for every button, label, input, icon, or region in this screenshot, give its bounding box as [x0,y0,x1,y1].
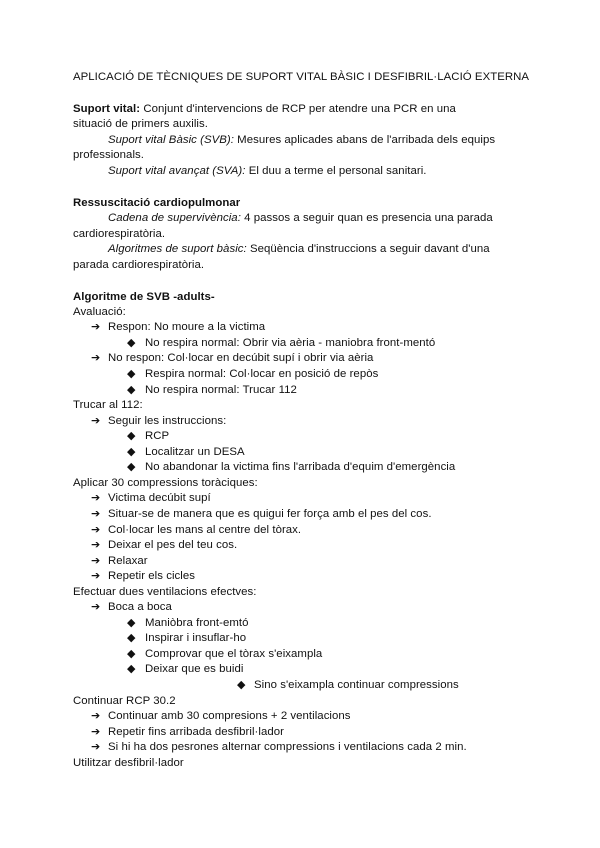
diamond-bullet-icon: ◆ [237,679,246,691]
cadena-label: Cadena de supervivència: [108,212,241,224]
diamond-bullet-icon: ◆ [127,663,136,675]
arrow-icon: ➔ [91,321,101,333]
trucar-label: Trucar al 112: [73,399,143,411]
algoritmes-text: Seqüència d'instruccions a seguir davant d'una [246,243,490,255]
boca-sub-item: Deixar que es buidi [145,663,244,675]
continuar-item: Repetir fins arribada desfibril·lador [108,726,284,738]
continuar-item: Si hi ha dos pesrones alternar compressions i ventilacions cada 2 min. [108,741,467,753]
avaluacio-label: Avaluació: [73,306,126,318]
suport-vital-label: Suport vital: [73,103,141,115]
diamond-bullet-icon: ◆ [127,430,136,442]
no-respon-sub-item: No respira normal: Trucar 112 [145,384,297,396]
seguir-item: Seguir les instruccions: [108,415,227,427]
diamond-bullet-icon: ◆ [127,461,136,473]
svb-label: Suport vital Bàsic (SVB): [108,134,234,146]
arrow-icon: ➔ [91,710,101,722]
diamond-bullet-icon: ◆ [127,384,136,396]
arrow-icon: ➔ [91,352,101,364]
diamond-bullet-icon: ◆ [127,617,136,629]
respon-item: Respon: No moure a la victima [108,321,266,333]
svb-text: Mesures aplicades abans de l'arribada dels equips [233,134,496,146]
suport-vital-line [73,102,456,117]
arrow-icon: ➔ [91,570,101,582]
no-respon-item: No respon: Col·locar en decúbit supí i obrir via aèria [108,352,374,364]
arrow-icon: ➔ [91,415,101,427]
cadena-line [108,211,493,226]
arrow-icon: ➔ [91,741,101,753]
seguir-sub-item: Localitzar un DESA [145,446,245,458]
aplicar-item: Victima decúbit supí [108,492,211,504]
cadena-text: 4 passos a seguir quan es presencia una parada [240,212,493,224]
sva-line [108,164,427,179]
diamond-bullet-icon: ◆ [127,368,136,380]
cadena-text-cont: cardiorespiratòria. [73,228,166,240]
respon-sub-item: No respira normal: Obrir via aèria - maniobra front-mentó [145,337,436,349]
continuar-item: Continuar amb 30 compresions + 2 ventilacions [108,710,351,722]
boca-sub-item: Inspirar i insuflar-ho [145,632,247,644]
suport-vital-text: Conjunt d'intervencions de RCP per atendre una PCR en una [140,103,456,115]
utilitzar-label: Utilitzar desfibril·lador [73,757,184,769]
diamond-bullet-icon: ◆ [127,648,136,660]
aplicar-item: Deixar el pes del teu cos. [108,539,238,551]
boca-sub-item: Maniòbra front-emtó [145,617,249,629]
document-title: APLICACIÓ DE TÈCNIQUES DE SUPORT VITAL BÀSIC I DESFIBRIL·LACIÓ EXTERNA [73,71,530,83]
seguir-sub-item: RCP [145,430,170,442]
arrow-icon: ➔ [91,508,101,520]
arrow-icon: ➔ [91,492,101,504]
boca-sub-sub-item: Sino s'eixampla continuar compressions [254,679,459,691]
algoritmes-text-cont: parada cardiorespiratòria. [73,259,205,271]
rcp-heading: Ressuscitació cardiopulmonar [73,197,241,209]
diamond-bullet-icon: ◆ [127,446,136,458]
algoritme-heading: Algoritme de SVB -adults- [73,291,215,303]
aplicar-item: Situar-se de manera que es quigui fer força amb el pes del cos. [108,508,432,520]
algoritmes-line [108,242,490,257]
boca-sub-item: Comprovar que el tòrax s'eixampla [145,648,323,660]
svb-line [108,133,495,148]
sva-label: Suport vital avançat (SVA): [108,165,246,177]
boca-item: Boca a boca [108,601,172,613]
arrow-icon: ➔ [91,601,101,613]
aplicar-item: Col·locar les mans al centre del tòrax. [108,524,302,536]
no-respon-sub-item: Respira normal: Col·locar en posició de repòs [145,368,379,380]
aplicar-item: Repetir els cicles [108,570,195,582]
arrow-icon: ➔ [91,539,101,551]
arrow-icon: ➔ [91,726,101,738]
efectuar-label: Efectuar dues ventilacions efectves: [73,586,257,598]
aplicar-item: Relaxar [108,555,148,567]
continuar-label: Continuar RCP 30.2 [73,695,176,707]
sva-text: El duu a terme el personal sanitari. [245,165,427,177]
diamond-bullet-icon: ◆ [127,337,136,349]
arrow-icon: ➔ [91,524,101,536]
svb-text-cont: professionals. [73,149,144,161]
suport-vital-text-cont: situació de primers auxilis. [73,118,208,130]
algoritmes-label: Algoritmes de suport bàsic: [108,243,247,255]
aplicar-label: Aplicar 30 compressions toràciques: [73,477,258,489]
diamond-bullet-icon: ◆ [127,632,136,644]
seguir-sub-item: No abandonar la victima fins l'arribada d'equim d'emergència [145,461,456,473]
arrow-icon: ➔ [91,555,101,567]
